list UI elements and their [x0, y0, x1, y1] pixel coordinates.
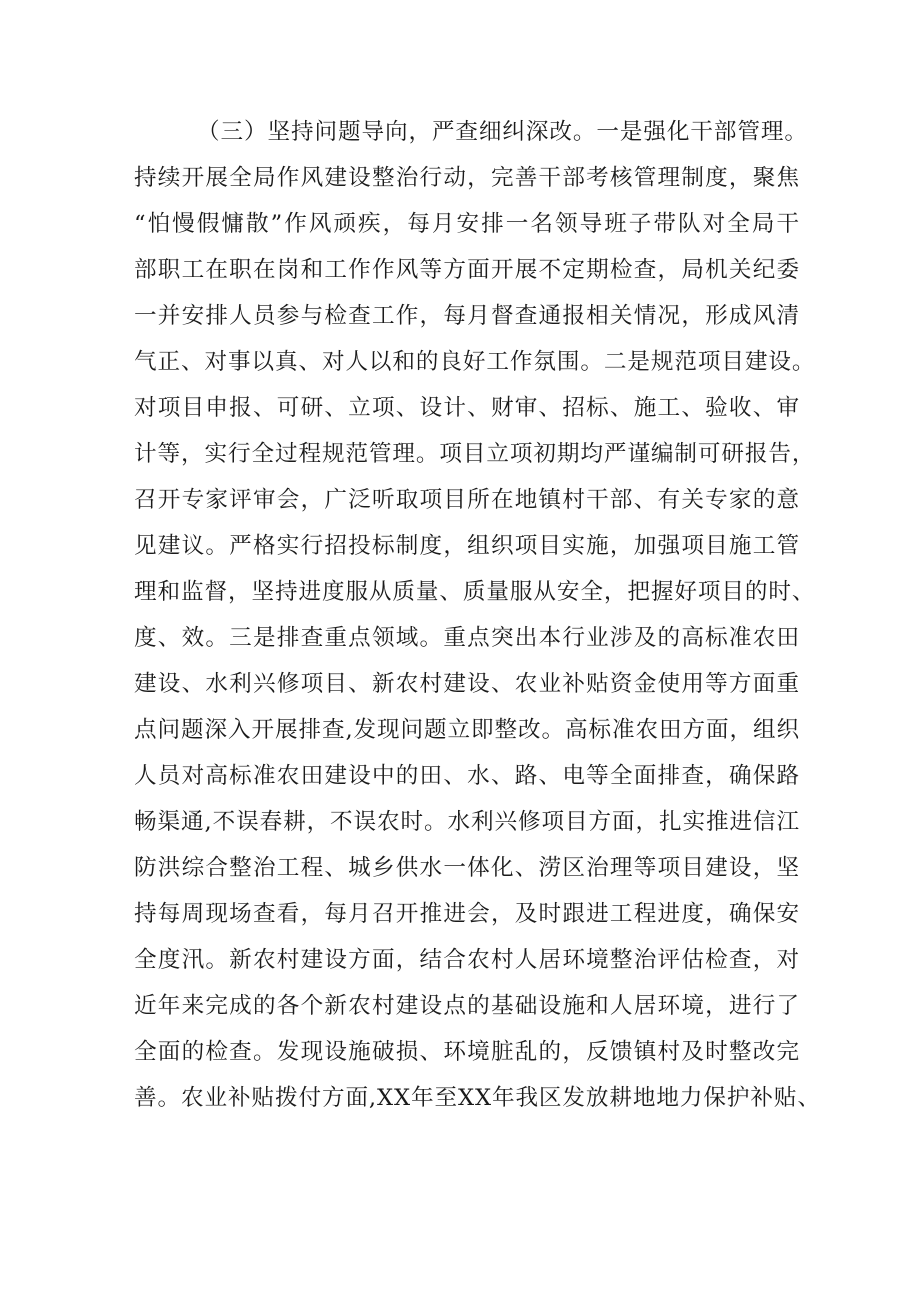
- paragraph-line: 部职工在职在岗和工作作风等方面开展不定期检查，局机关纪委: [134, 257, 800, 283]
- paragraph-line: 见建议。严格实行招投标制度，组织项目实施，加强项目施工管: [134, 533, 800, 559]
- paragraph-line: 一并安排人员参与检查工作，每月督查通报相关情况，形成风清: [134, 303, 800, 329]
- paragraph-line: 全度汛。新农村建设方面，结合农村人居环境整治评估检查，对: [134, 947, 800, 973]
- paragraph-line: 点问题深入开展排查,发现问题立即整改。高标准农田方面，组织: [134, 717, 800, 743]
- paragraph-line: 理和监督，坚持进度服从质量、质量服从安全，把握好项目的时、: [134, 579, 816, 605]
- document-body: [134, 109, 821, 1121]
- paragraph-line: 畅渠通,不误春耕，不误农时。水利兴修项目方面，扎实推进信江: [134, 809, 801, 835]
- paragraph-line: 持每周现场查看，每月召开推进会，及时跟进工程进度，确保安: [134, 901, 800, 927]
- paragraph-line: 持续开展全局作风建设整治行动，完善干部考核管理制度，聚焦: [134, 165, 800, 191]
- paragraph-line: 对项目申报、可研、立项、设计、财审、招标、施工、验收、审: [134, 395, 800, 421]
- paragraph-line: 近年来完成的各个新农村建设点的基础设施和人居环境，进行了: [134, 993, 800, 1019]
- paragraph-line: 度、效。三是排查重点领域。重点突出本行业涉及的高标准农田: [134, 625, 800, 651]
- paragraph-line: 气正、对事以真、对人以和的良好工作氛围。二是规范项目建设。: [134, 349, 816, 375]
- paragraph-line: 防洪综合整治工程、城乡供水一体化、涝区治理等项目建设，坚: [134, 855, 800, 881]
- paragraph-line: 计等，实行全过程规范管理。项目立项初期均严谨编制可研报告，: [134, 441, 816, 467]
- paragraph-line: 召开专家评审会，广泛听取项目所在地镇村干部、有关专家的意: [134, 487, 800, 513]
- paragraph-line: 建设、水利兴修项目、新农村建设、农业补贴资金使用等方面重: [134, 671, 800, 697]
- paragraph-line: 人员对高标准农田建设中的田、水、路、电等全面排查，确保路: [134, 763, 800, 789]
- paragraph-line: 善。农业补贴拨付方面,XX年至XX年我区发放耕地地力保护补贴、: [134, 1085, 821, 1111]
- paragraph-line: （三）坚持问题导向，严查细纠深改。一是强化干部管理。: [197, 119, 808, 145]
- paragraph-line: 全面的检查。发现设施破损、环境脏乱的，反馈镇村及时整改完: [134, 1039, 800, 1065]
- paragraph-line: “怕慢假慵散”作风顽疾，每月安排一名领导班子带队对全局干: [134, 211, 800, 237]
